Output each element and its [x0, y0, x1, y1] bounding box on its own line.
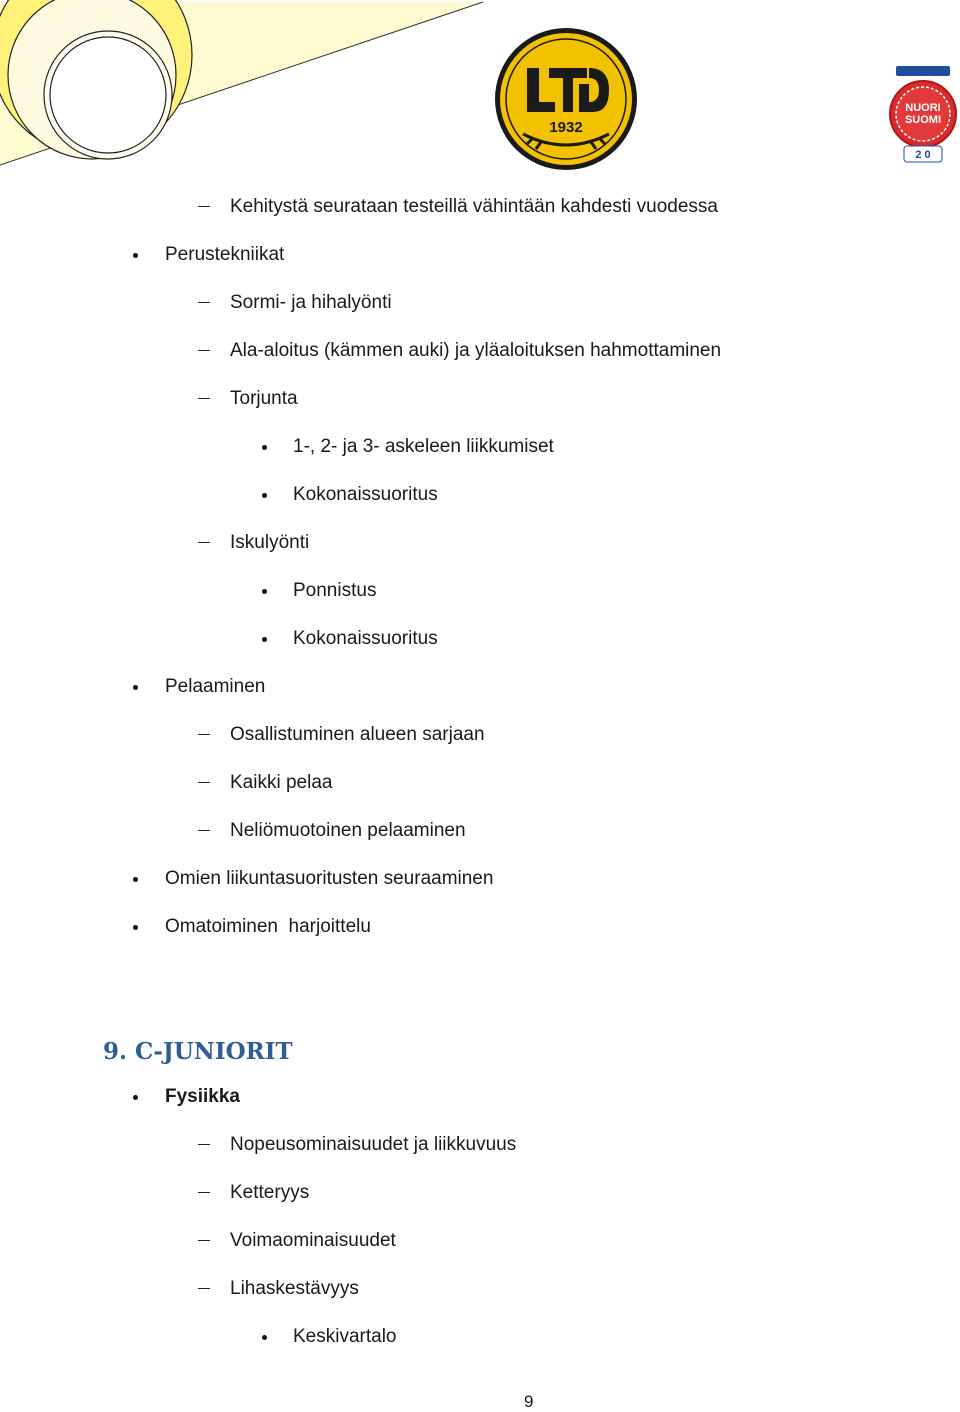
- dash-icon: [198, 1192, 210, 1193]
- bullet-icon: [262, 637, 267, 642]
- dash-icon: [198, 398, 210, 399]
- list-item-text: Voimaominaisuudet: [230, 1230, 396, 1251]
- bullet-icon: [133, 877, 138, 882]
- svg-text:2 0: 2 0: [915, 149, 931, 161]
- list-item: [293, 483, 438, 507]
- bullet-icon: [262, 589, 267, 594]
- dash-icon: [198, 734, 210, 735]
- list-item-text: Nopeusominaisuudet ja liikkuvuus: [230, 1134, 517, 1155]
- club-crest-logo-icon: [493, 26, 639, 172]
- list-item: [230, 339, 721, 363]
- list-item-text: 1-, 2- ja 3- askeleen liikkumiset: [293, 436, 554, 457]
- list-item-text: Keskivartalo: [293, 1326, 397, 1347]
- list-item: [230, 387, 298, 411]
- list-item-text: Ponnistus: [293, 580, 377, 601]
- bullet-icon: [133, 925, 138, 930]
- section-heading: 9. C-JUNIORIT: [103, 1038, 293, 1065]
- list-item: [230, 195, 718, 219]
- list-item: [165, 675, 265, 699]
- list-item-text: Omien liikuntasuoritusten seuraaminen: [165, 868, 494, 889]
- yellow-circle-decoration-icon: [0, 0, 490, 170]
- nuori-suomi-badge-icon: [888, 62, 958, 166]
- dash-icon: [198, 1144, 210, 1145]
- list-item: [230, 723, 485, 747]
- bullet-icon: [262, 1335, 267, 1340]
- list-item-text: Torjunta: [230, 388, 298, 409]
- list-item-text: Omatoiminen harjoittelu: [165, 916, 371, 937]
- list-item-text: Pelaaminen: [165, 676, 266, 697]
- bullet-icon: [262, 493, 267, 498]
- dash-icon: [198, 830, 210, 831]
- list-item-text: Ala-aloitus (kämmen auki) ja yläaloituksen hahmottaminen: [230, 340, 722, 361]
- bullet-icon: [262, 445, 267, 450]
- list-item-text: Sormi- ja hihalyönti: [230, 292, 392, 313]
- list-item-text: Kokonaissuoritus: [293, 484, 438, 505]
- list-item-text: Kaikki pelaa: [230, 772, 333, 793]
- list-item-text: Iskulyönti: [230, 532, 310, 553]
- list-item: [230, 531, 309, 555]
- page-number: 9: [524, 1392, 534, 1411]
- list-item-text: Ketteryys: [230, 1182, 310, 1203]
- dash-icon: [198, 206, 210, 207]
- list-item: [293, 1325, 397, 1349]
- club-logo-year: 1932: [549, 119, 583, 136]
- list-item: [293, 627, 438, 651]
- dash-icon: [198, 1288, 210, 1289]
- svg-text:SUOMI: SUOMI: [904, 114, 942, 126]
- dash-icon: [198, 350, 210, 351]
- bullet-icon: [133, 1095, 138, 1100]
- list-item: [230, 1277, 359, 1301]
- list-item: [293, 435, 554, 459]
- list-item: [230, 1181, 309, 1205]
- list-item-text: Osallistuminen alueen sarjaan: [230, 724, 485, 745]
- dash-icon: [198, 302, 210, 303]
- list-item-text: Kokonaissuoritus: [293, 628, 438, 649]
- list-item-text: Perustekniikat: [165, 244, 285, 265]
- dash-icon: [198, 1240, 210, 1241]
- list-item: [165, 243, 284, 267]
- list-item: [165, 867, 493, 891]
- list-item: [293, 579, 376, 603]
- list-item-text: Fysiikka: [165, 1086, 240, 1107]
- svg-text:NUORI: NUORI: [905, 102, 941, 114]
- list-item-text: Lihaskestävyys: [230, 1278, 359, 1299]
- list-item-text: Kehitystä seurataan testeillä vähintään kahdesti vuodessa: [230, 196, 718, 217]
- list-item: [165, 915, 371, 939]
- list-item: [230, 291, 392, 315]
- list-item: [230, 1229, 396, 1253]
- list-item-text: Neliömuotoinen pelaaminen: [230, 820, 466, 841]
- bullet-icon: [133, 685, 138, 690]
- list-item: [230, 771, 332, 795]
- dash-icon: [198, 542, 210, 543]
- list-item: [230, 819, 466, 843]
- bullet-icon: [133, 253, 138, 258]
- list-item: [165, 1085, 240, 1109]
- dash-icon: [198, 782, 210, 783]
- list-item: [230, 1133, 516, 1157]
